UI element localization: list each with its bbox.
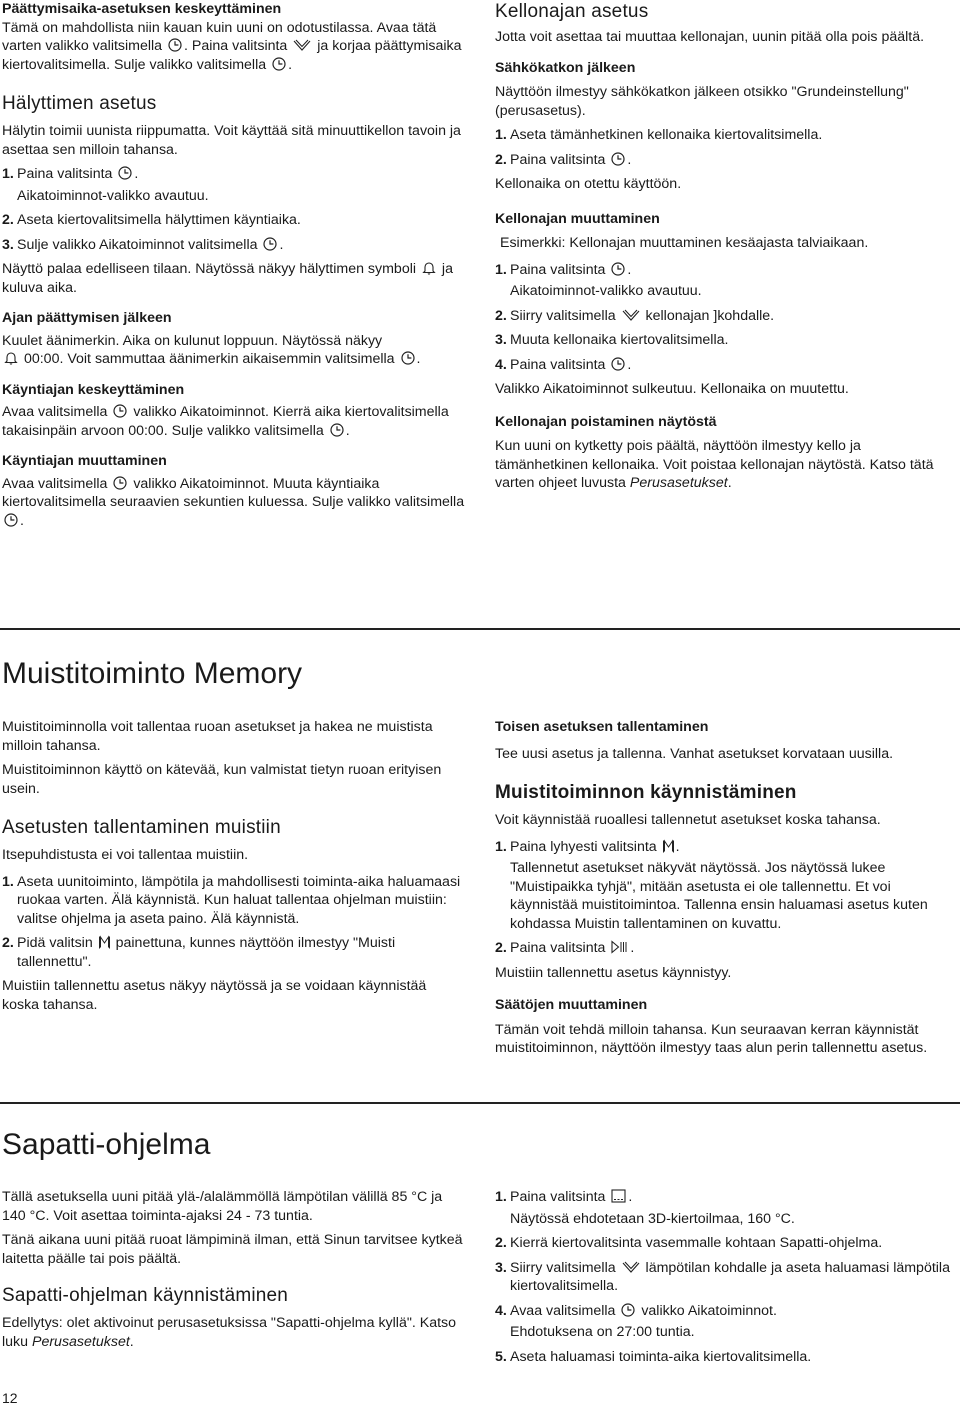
paragraph-second-setting: Tee uusi asetus ja tallenna. Vanhat asetukset korvataan uusilla. [495,745,894,762]
list-item-result: Aikatoiminnot-valikko avautuu. [17,187,209,204]
heading-clock-setting: Kellonajan asetus [495,1,649,22]
paragraph-remove-clock: Kun uuni on kytketty pois päältä, näyttöön ilmestyy kello ja tämänhetkinen kellonaika. Voit poistaa kellonajan näytöstä. Katso tätä varten ohjeet luvusta Perusasetukset. [495,438,934,491]
memory-left-column [2,718,464,1014]
paragraph-cancel-runtime: Avaa valitsimella valikko Aikatoiminnot. Kierrä aika kiertovalitsimella takaisinpäin arvoon 00:00. Sulje valikko valitsimella . [2,404,449,439]
clock-icon [113,476,127,490]
heading-alarm-setting: Hälyttimen asetus [2,93,157,114]
list-item: 2. Siirry valitsimella kellonajan ]kohdalle. [495,307,775,324]
section-title-sabbath: Sapatti-ohjelma [2,1128,211,1161]
paragraph-end-time: Tämä on mahdollista niin kauan kuin uuni on odotustilassa. Avaa tätä varten valikko valitsimella . Paina valitsinta ja korjaa päättymisaika kiertovalitsimella. Sulje valikko valitsimella . [2,19,462,73]
heading-after-time-end: Ajan päättymisen jälkeen [2,310,172,326]
section-title-memory: Muistitoiminto Memory [2,657,303,690]
paragraph-memory-intro: Muistitoiminnolla voit tallentaa ruoan asetukset ja hakea ne muistista milloin tahansa. [2,719,433,754]
clock-icon [118,166,132,180]
paragraph-clock-active: Kellonaika on otettu käyttöön. [495,176,682,192]
paragraph-after-time-end: Kuulet äänimerkin. Aika on kulunut loppuun. Näytössä näkyy 00:00. Voit sammuttaa äänimerkin aikaisemmin valitsimella . [2,332,421,367]
sabbath-box-icon [611,1189,626,1203]
clock-icon [401,351,415,365]
clock-icon [611,262,625,276]
memory-m-icon [99,935,110,949]
memory-right-column [495,718,957,1058]
clock-icon [272,57,286,71]
list-item: 1. Aseta uunitoiminto, lämpötila ja mahdollisesti toiminta-aika haluamaasi ruokaa varten. Älä käynnistä. Kun haluat tallentaa ohjelman muistiin: valitse ohjelma ja aseta paino. Älä käynnistä. [2,873,461,927]
heading-change-clock: Kellonajan muuttaminen [495,210,660,227]
list-item: 2. Pidä valitsin painettuna, kunnes näyttöön ilmestyy "Muisti tallennettu". [2,935,396,970]
page-number: 12 [2,1390,18,1406]
list-item: 3. Siirry valitsimella lämpötilan kohdalle ja aseta haluamasi lämpötila kiertovalitsimella. [495,1259,950,1294]
paragraph-memory-usage: Muistitoiminnon käyttö on kätevää, kun valmistat tietyn ruoan erityisen usein. [2,762,442,797]
heading-start-sabbath: Sapatti-ohjelman käynnistäminen [2,1285,289,1306]
clock-icon [611,152,625,166]
heading-second-setting: Toisen asetuksen tallentaminen [495,719,709,735]
list-item: 1. Aseta tämänhetkinen kellonaika kiertovalitsimella. [495,127,823,143]
list-item: 2. Aseta kiertovalitsimella hälyttimen käyntiaika. [2,212,301,228]
bell-icon [422,260,436,275]
clock-icon [611,357,625,371]
heading-after-power-cut: Sähkökatkon jälkeen [495,59,636,76]
paragraph-sabbath-intro: Tällä asetuksella uuni pitää ylä-/alalämmöllä lämpötilan välillä 85 °C ja 140 °C. Voit asettaa toiminta-ajaksi 24 - 73 tuntia. [2,1189,443,1224]
list-item: 3. Sulje valikko Aikatoiminnot valitsimella . [2,236,284,253]
paragraph-memory-saved: Muistiin tallennettu asetus näkyy näytössä ja se voidaan käynnistää koska tahansa. [2,978,427,1013]
left-column-top [2,0,467,530]
list-item: 2. Paina valitsinta . [495,940,635,956]
paragraph-start-memory: Voit käynnistää ruoallesi tallennetut asetukset koska tahansa. [495,812,881,828]
paragraph-example: Esimerkki: Kellonajan muuttaminen kesäajasta talviaikaan. [500,235,869,251]
list-item: 1. Paina valitsinta . [2,166,139,182]
heading-save-settings: Asetusten tallentaminen muistiin [2,817,281,838]
section-divider [0,628,960,630]
play-pause-icon [611,940,628,954]
chevron-down-icon [293,39,311,52]
paragraph-power-cut: Näyttöön ilmestyy sähkökatkon jälkeen otsikko "Grundeinstellung" (perusasetus). [495,84,909,119]
list-item: 1. Paina valitsinta . [495,1189,633,1205]
clock-icon [621,1303,635,1317]
paragraph-no-self-clean: Itsepuhdistusta ei voi tallentaa muistiin. [2,847,249,863]
memory-m-icon [663,839,674,853]
paragraph-alarm: Hälytin toimii uunista riippumatta. Voit käyttää sitä minuuttikellon tavoin ja asettaa sen milloin tahansa. [2,123,461,158]
sabbath-left-column [2,1188,464,1351]
section-divider [0,1102,960,1104]
list-item: 1. Paina valitsinta . [495,261,632,278]
list-item: 2. Paina valitsinta . [495,151,632,168]
list-item-result: Ehdotuksena on 27:00 tuntia. [510,1324,695,1340]
clock-icon [4,513,18,527]
right-column-top [495,0,957,493]
list-item: 4. Avaa valitsimella valikko Aikatoiminnot. [495,1302,777,1319]
heading-end-time-cancel: Päättymisaika-asetuksen keskeyttäminen [2,1,282,17]
chevron-down-icon [622,309,640,322]
list-item: 4. Paina valitsinta . [495,356,632,373]
list-item: 5. Aseta haluamasi toiminta-aika kiertovalitsimella. [495,1348,812,1365]
sabbath-right-column [495,1188,957,1366]
clock-icon [330,423,344,437]
clock-icon [263,237,277,251]
list-item-result: Tallennetut asetukset näkyvät näytössä. Jos näytössä lukee "Muistipaikka tyhjä", mitään asetusta ei ole tallennettu. Et voi käynnistää muistitoimintoa. Tallenna ensin haluamasi asetus kuten kohdassa Muistin tallentaminen on kuvattu. [510,860,928,932]
list-item: 2. Kierrä kiertovalitsinta vasemmalle kohtaan Sapatti-ohjelma. [495,1235,883,1251]
bell-icon [4,350,18,365]
heading-change-adjustments: Säätöjen muuttaminen [495,997,648,1013]
list-item-result: Näytössä ehdotetaan 3D-kiertoilmaa, 160 °C. [510,1210,795,1227]
paragraph-sabbath-prereq: Edellytys: olet aktivoinut perusasetuksissa "Sapatti-ohjelma kyllä". Katso luku Perusasetukset. [2,1315,457,1350]
paragraph-clock: Jotta voit asettaa tai muuttaa kellonajan, uunin pitää olla pois päältä. [495,29,925,45]
chevron-down-icon [622,1261,640,1274]
heading-change-runtime: Käyntiajan muuttaminen [2,453,167,469]
paragraph-memory-starts: Muistiin tallennettu asetus käynnistyy. [495,964,732,981]
heading-start-memory: Muistitoiminnon käynnistäminen [495,782,797,803]
clock-icon [168,38,182,52]
clock-icon [113,404,127,418]
paragraph-menu-closes: Valikko Aikatoiminnot sulkeutuu. Kellonaika on muutettu. [495,381,849,397]
paragraph-change-adjustments: Tämän voit tehdä milloin tahansa. Kun seuraavan kerran käynnistät muistitoiminnon, näyttöön ilmestyy taas alun perin tallennettu asetus. [495,1021,928,1056]
heading-remove-clock: Kellonajan poistaminen näytöstä [495,413,717,430]
paragraph-change-runtime: Avaa valitsimella valikko Aikatoiminnot. Muuta käyntiaika kiertovalitsimella seuraavien sekuntien kuluessa. Sulje valikko valitsimella . [2,475,465,529]
heading-cancel-runtime: Käyntiajan keskeyttäminen [2,381,185,398]
paragraph-sabbath-warm: Tänä aikana uuni pitää ruoat lämpiminä ilman, että Sinun tarvitsee kytkeä laitetta päälle tai pois päältä. [2,1232,463,1267]
paragraph-display-returns: Näyttö palaa edelliseen tilaan. Näytössä näkyy hälyttimen symboli ja kuluva aika. [2,261,453,296]
list-item: 1. Paina lyhyesti valitsinta . [495,838,680,855]
list-item: 3. Muuta kellonaika kiertovalitsimella. [495,332,729,348]
list-item-result: Aikatoiminnot-valikko avautuu. [510,283,702,299]
